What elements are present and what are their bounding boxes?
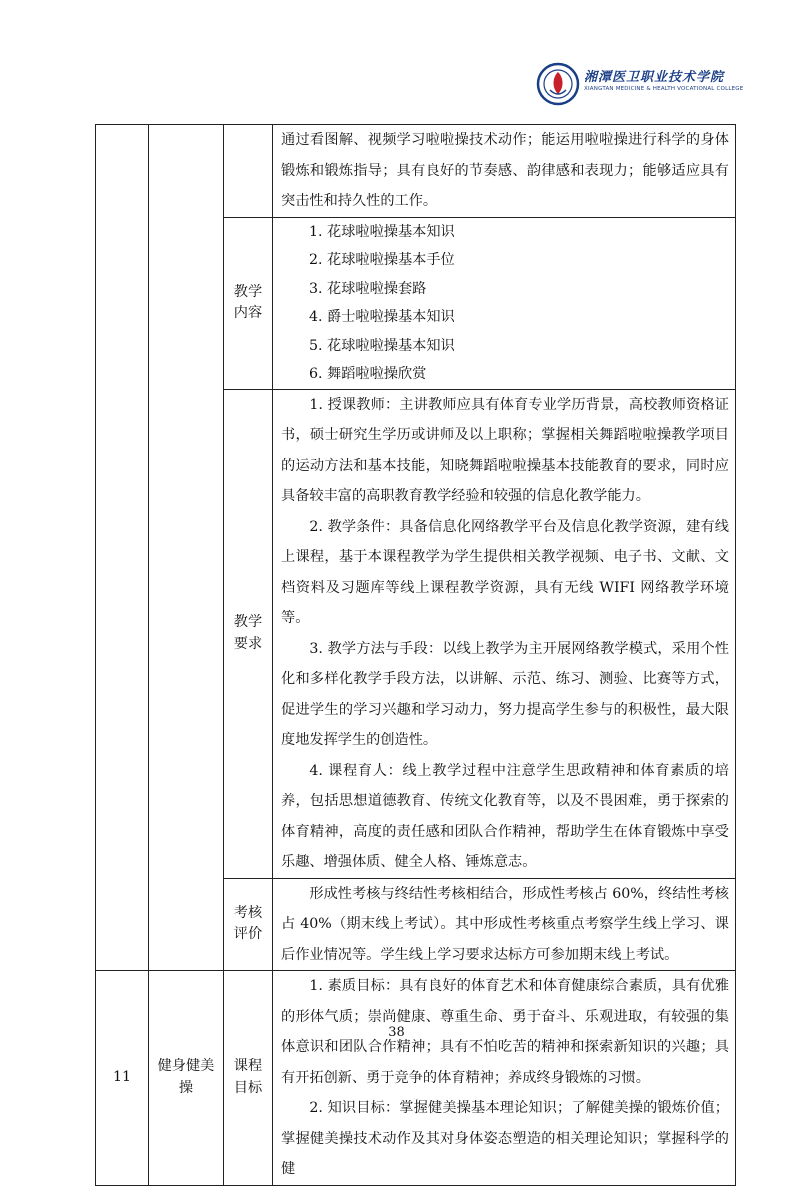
list-item: 3. 花球啦啦操套路 [309, 280, 427, 297]
goal-text [273, 971, 736, 1186]
number-cell-empty [96, 125, 149, 971]
goal-label: 课程 目标 [224, 971, 273, 1186]
evaluation-label: 考核 评价 [224, 878, 273, 971]
college-emblem-icon [536, 62, 580, 106]
evaluation-text: 形成性考核与终结性考核相结合，形成性考核占 60%，终结性考核占 40%（期末线上考试）。其中形成性考核重点考察学生线上学习、课后作业情况等。学生线上学习要求达标方可参加期末线上考试。 [273, 878, 736, 971]
requirement-paragraph: 2. 教学条件：具备信息化网络教学平台及信息化教学资源，建有线上课程，基于本课程教学为学生提供相关教学视频、电子书、文献、文档资料及习题库等线上课程教学资源，具有无线 WIFI 网络教学环境等。 [281, 518, 729, 626]
course-name-text: 健身健美操 [157, 1058, 215, 1096]
course-name-cell-empty [149, 125, 224, 971]
requirement-paragraph: 1. 授课教师：主讲教师应具有体育专业学历背景，高校教师资格证书，硕士研究生学历或讲师及以上职称；掌握相关舞蹈啦啦操教学项目的运动方法和基本技能，知晓舞蹈啦啦操基本技能教育的要求，同时应具备较丰富的高职教育教学经验和较强的信息化教学能力。 [281, 396, 729, 504]
list-item: 4. 爵士啦啦操基本知识 [309, 309, 455, 325]
college-name-en: XIANGTAN MEDICINE & HEALTH VOCATIONAL COLLEGE [584, 86, 744, 92]
content-list [273, 217, 736, 389]
list-item: 5. 花球啦啦操基本知识 [309, 337, 455, 354]
list-item: 6. 舞蹈啦啦操欣赏 [309, 366, 427, 382]
requirements-label: 教学 要求 [224, 389, 273, 878]
list-item: 2. 花球啦啦操基本手位 [309, 252, 455, 268]
goal-paragraph: 1. 素质目标：具有良好的体育艺术和体育健康综合素质，具有优雅的形体气质；崇尚健康、尊重生命、勇于奋斗、乐观进取，有较强的集体意识和团队合作精神；具有不怕吃苦的精神和探索新知识的兴趣；具有开拓创新、勇于竞争的体育精神；养成终身锻炼的习惯。 [281, 978, 729, 1086]
page-number: 38 [388, 1025, 405, 1040]
list-item: 1. 花球啦啦操基本知识 [309, 223, 455, 240]
requirement-paragraph: 4. 课程育人：线上教学过程中注意学生思政精神和体育素质的培养，包括思想道德教育、传统文化教育等，以及不畏困难，勇于探索的体育精神，高度的责任感和团队合作精神，帮助学生在体育锻炼中享受乐趣、增强体质、健全人格、锤炼意志。 [281, 762, 729, 870]
content-label: 教学 内容 [224, 217, 273, 389]
course-number: 11 [96, 971, 149, 1186]
requirements-text [273, 389, 736, 878]
college-logo [536, 62, 744, 106]
requirement-paragraph: 3. 教学方法与手段：以线上教学为主开展网络教学模式，采用个性化和多样化教学手段方法，以讲解、示范、练习、测验、比赛等方式，促进学生的学习兴趣和学习动力，努力提高学生参与的积极性，最大限度地发挥学生的创造性。 [281, 640, 729, 748]
objectives-continued-text: 通过看图解、视频学习啦啦操技术动作；能运用啦啦操进行科学的身体锻炼和锻炼指导；具有良好的节奏感、韵律感和表现力；能够适应具有突击性和持久性的工作。 [273, 125, 736, 218]
goal-paragraph: 2. 知识目标：掌握健美操基本理论知识；了解健美操的锻炼价值；掌握健美操技术动作及其对身体姿态塑造的相关理论知识；掌握科学的健 [281, 1100, 729, 1177]
table-row-objectives-cont [96, 125, 736, 218]
table-row-course-11 [96, 971, 736, 1186]
course-name [149, 971, 224, 1186]
label-cell-empty [224, 125, 273, 218]
college-name-cn: 湘潭医卫职业技术学院 [584, 70, 725, 85]
